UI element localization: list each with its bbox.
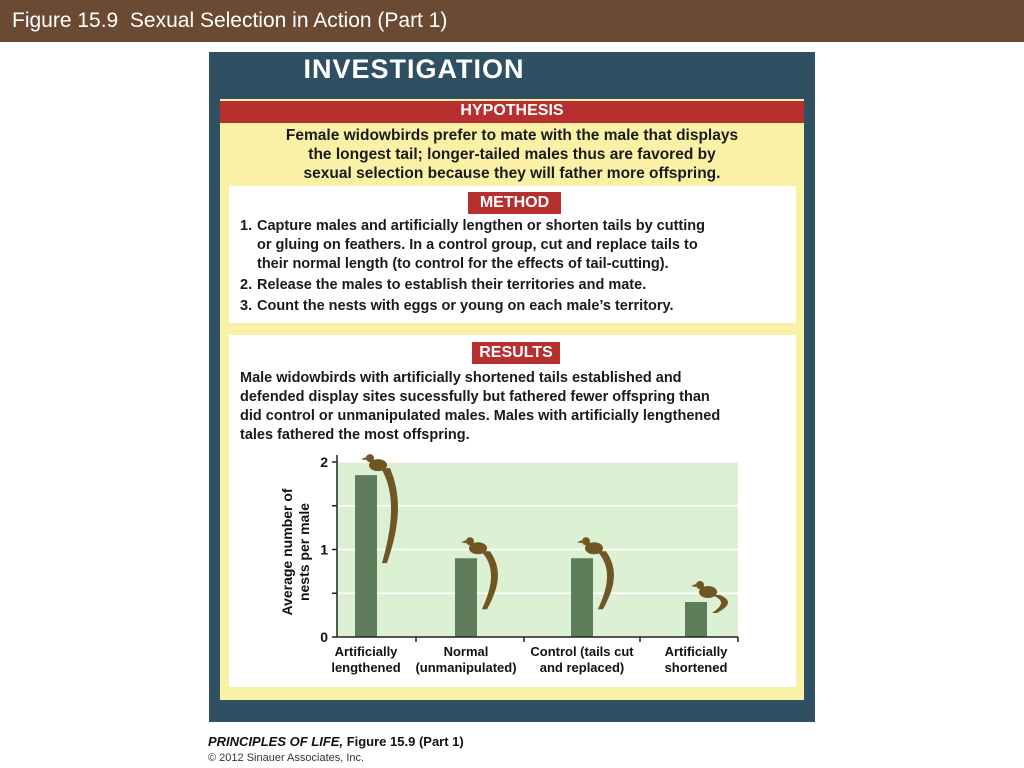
results-line: Male widowbirds with artificially shortened tails established and — [240, 370, 682, 386]
slide-title: Figure 15.9 Sexual Selection in Action (Part 1) — [12, 9, 448, 32]
step-number: 2. — [240, 277, 253, 293]
figure-source — [208, 734, 464, 749]
y-axis-label: nests per male — [296, 502, 312, 602]
figure-reference: Figure 15.9 (Part 1) — [343, 734, 464, 749]
step-line: Release the males to establish their territories and mate. — [257, 277, 647, 293]
hypothesis-label: HYPOTHESIS — [460, 102, 564, 119]
x-tick-label: Normal — [443, 644, 489, 659]
y-tick-label: 0 — [320, 629, 328, 645]
step-line: or gluing on feathers. In a control group, cut and replace tails to — [257, 237, 698, 253]
method-label: METHOD — [468, 192, 561, 214]
y-axis-label: Average number of — [279, 488, 295, 616]
step-number: 3. — [240, 298, 253, 314]
bar — [455, 558, 477, 637]
hypothesis-line: Female widowbirds prefer to mate with the male that displays — [285, 127, 739, 144]
book-title: PRINCIPLES OF LIFE, — [208, 734, 344, 749]
step-line: Capture males and artificially lengthen or shorten tails by cutting — [257, 218, 705, 234]
step-number: 1. — [240, 218, 253, 234]
results-label: RESULTS — [472, 342, 560, 364]
bar — [571, 558, 593, 637]
x-tick-label: (unmanipulated) — [415, 660, 517, 675]
step-line: Count the nests with eggs or young on each male’s territory. — [257, 298, 674, 314]
copyright: © 2012 Sinauer Associates, Inc. — [208, 752, 365, 764]
y-tick-label: 1 — [320, 541, 328, 558]
hypothesis-line: the longest tail; longer-tailed males thus are favored by — [308, 146, 716, 163]
results-line: tales fathered the most offspring. — [240, 427, 470, 443]
results-line: did control or unmanipulated males. Males with artificially lengthened — [240, 408, 721, 424]
investigation-title: INVESTIGATION — [303, 54, 525, 84]
x-tick-label: Control (tails cut — [530, 644, 634, 659]
x-tick-label: and replaced) — [539, 660, 625, 675]
y-tick-label: 2 — [320, 454, 328, 470]
step-line: their normal length (to control for the effects of tail-cutting). — [257, 256, 669, 272]
hypothesis-line: sexual selection because they will father more offspring. — [303, 165, 721, 182]
bar — [685, 602, 707, 637]
x-tick-label: lengthened — [331, 660, 401, 675]
x-tick-label: Artificially — [334, 644, 398, 659]
x-tick-label: Artificially — [664, 644, 728, 659]
x-tick-label: shortened — [664, 660, 728, 675]
bar — [355, 475, 377, 637]
results-line: defended display sites sucessfully but fathered fewer offspring than — [240, 389, 710, 405]
